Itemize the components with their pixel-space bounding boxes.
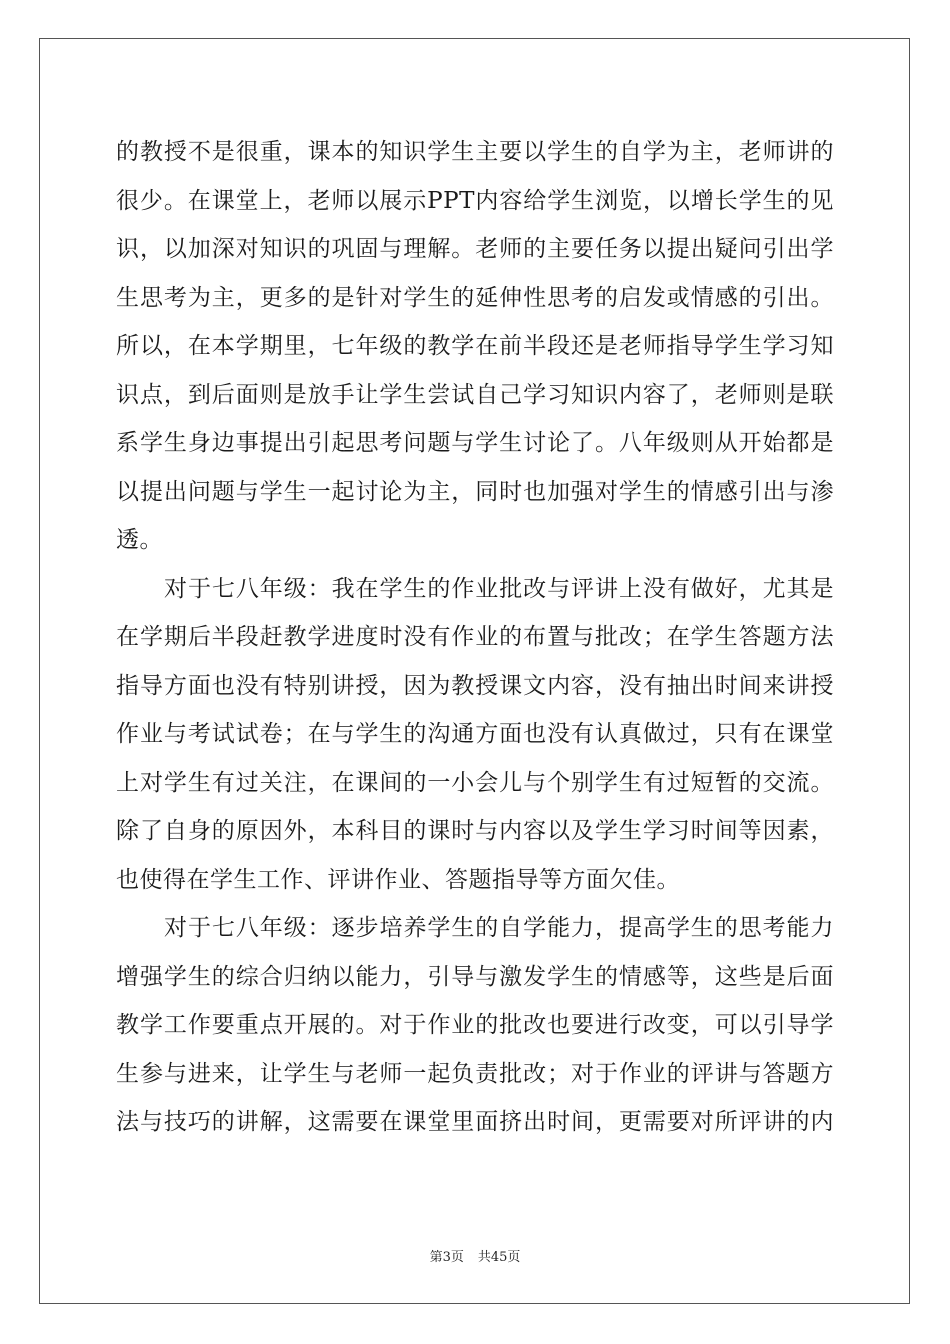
text-line: 法与技巧的讲解，这需要在课堂里面挤出时间，更需要对所评讲的内 [116, 1109, 834, 1135]
text-line: 生参与进来，让学生与老师一起负责批改；对于作业的评讲与答题方 [116, 1060, 834, 1087]
text-line: 系学生身边事提出引起思考问题与学生讨论了。八年级则从开始都是 [116, 430, 834, 456]
text-line: 增强学生的综合归纳以能力，引导与激发学生的情感等，这些是后面 [116, 963, 834, 990]
text-line: 生思考为主，更多的是针对学生的延伸性思考的启发或情感的引出。 [116, 284, 834, 311]
text-line: 在学期后半段赶教学进度时没有作业的布置与批改；在学生答题方法 [116, 624, 834, 650]
text-line: 所以，在本学期里，七年级的教学在前半段还是老师指导学生学习知 [116, 333, 834, 359]
text-line: 也使得在学生工作、评讲作业、答题指导等方面欠佳。 [116, 866, 680, 893]
text-line: 识点，到后面则是放手让学生尝试自己学习知识内容了，老师则是联 [116, 381, 834, 408]
text-line: 指导方面也没有特别讲授，因为教授课文内容，没有抽出时间来讲授 [116, 672, 834, 699]
text-line: 除了自身的原因外，本科目的课时与内容以及学生学习时间等因素， [116, 818, 834, 844]
text-line: 透。 [116, 527, 163, 553]
text-line: 对于七八年级：我在学生的作业批改与评讲上没有做好，尤其是 [164, 575, 834, 602]
text-line: 很少。在课堂上，老师以展示PPT内容给学生浏览，以增长学生的见 [116, 187, 834, 214]
page-number: 第3页 [429, 1250, 464, 1265]
text-line: 识，以加深对知识的巩固与理解。老师的主要任务以提出疑问引出学 [116, 236, 834, 262]
text-line: 以提出问题与学生一起讨论为主，同时也加强对学生的情感引出与渗 [116, 478, 834, 505]
page-total: 共45页 [477, 1250, 521, 1265]
document-body [116, 128, 834, 1147]
page-footer [0, 1246, 950, 1265]
text-line: 教学工作要重点开展的。对于作业的批改也要进行改变，可以引导学 [116, 1012, 834, 1038]
text-line: 的教授不是很重，课本的知识学生主要以学生的自学为主，老师讲的 [116, 139, 834, 165]
text-line: 对于七八年级：逐步培养学生的自学能力，提高学生的思考能力 [164, 915, 834, 941]
text-line: 上对学生有过关注，在课间的一小会儿与个别学生有过短暂的交流。 [116, 769, 834, 796]
text-line: 作业与考试试卷；在与学生的沟通方面也没有认真做过，只有在课堂 [116, 721, 834, 747]
